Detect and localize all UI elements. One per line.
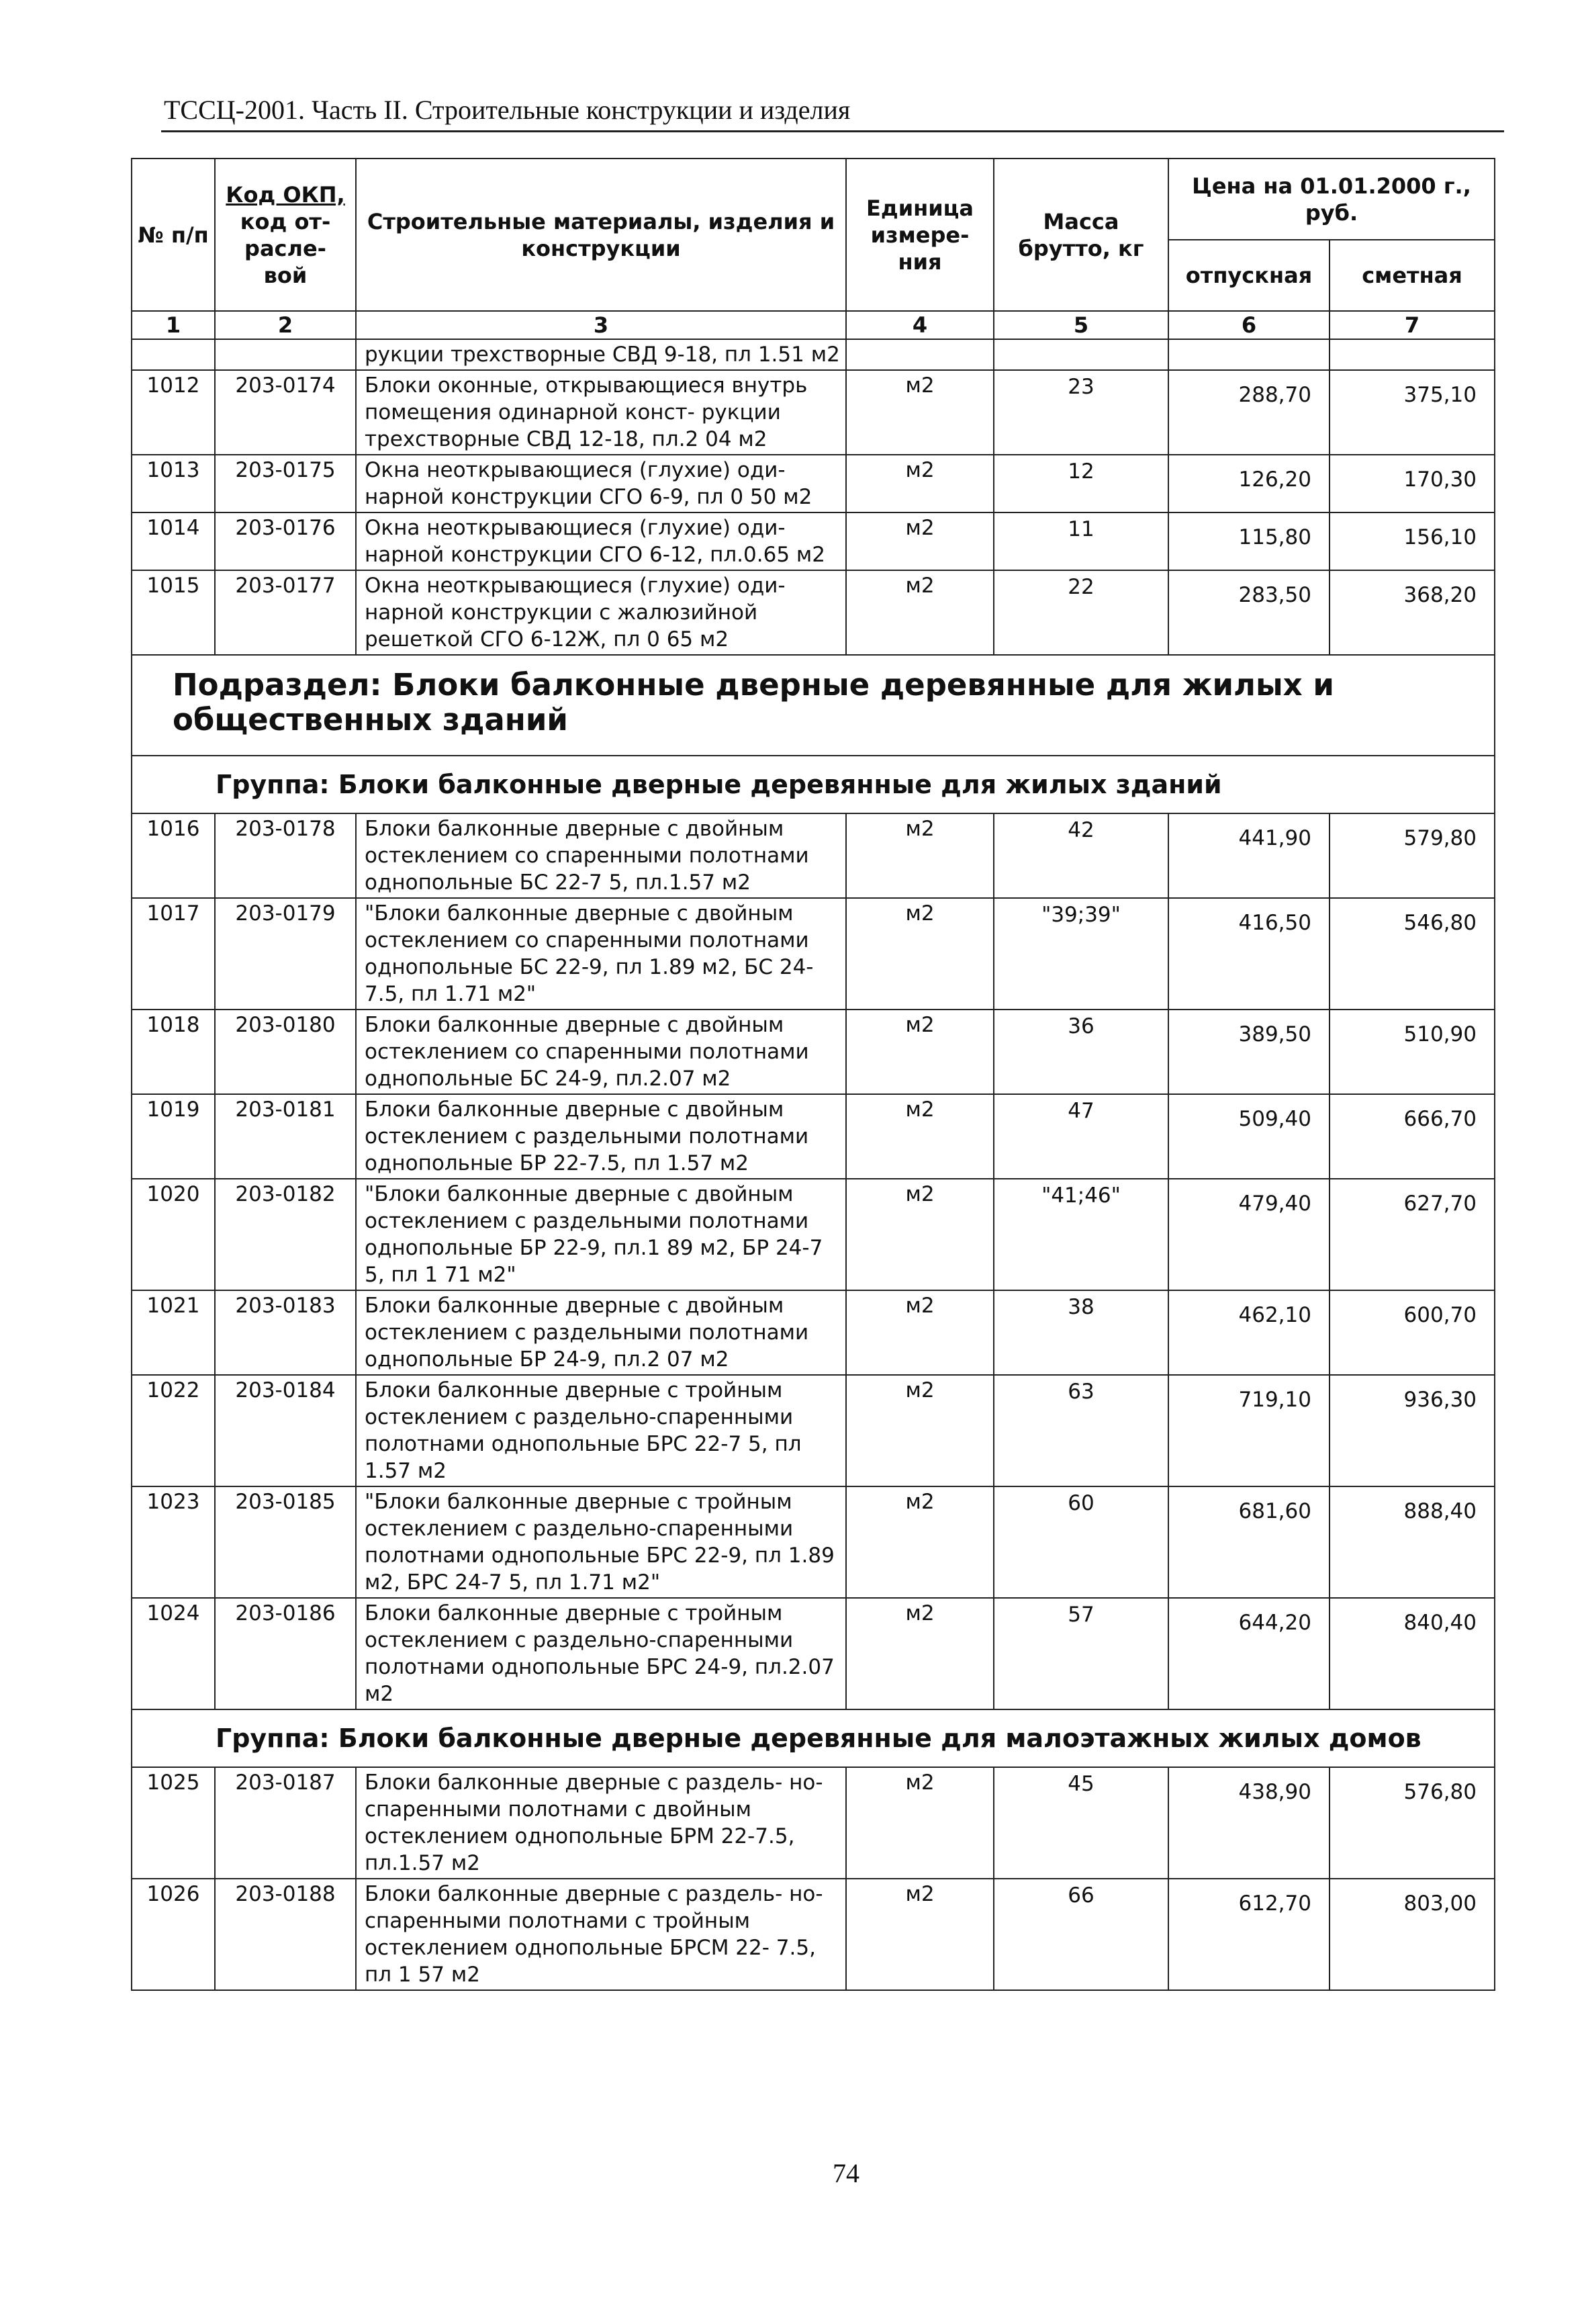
column-number: 2	[215, 311, 356, 339]
cell-num: 1026	[132, 1879, 215, 1990]
cell-code: 203-0184	[215, 1375, 356, 1486]
cell-description: рукции трехстворные СВД 9-18, пл 1.51 м2	[356, 339, 846, 370]
cell-price-estimate: 600,70	[1330, 1290, 1495, 1375]
header-code-branch: код от- расле- вой	[240, 208, 331, 288]
cell-unit: м2	[846, 1598, 994, 1709]
table-row	[132, 1290, 1495, 1375]
cell-num: 1024	[132, 1598, 215, 1709]
cell-empty	[846, 339, 994, 370]
cell-code: 203-0186	[215, 1598, 356, 1709]
continuation-row	[132, 339, 1495, 370]
cell-mass: 36	[994, 1010, 1168, 1094]
cell-unit: м2	[846, 1010, 994, 1094]
cell-unit: м2	[846, 1767, 994, 1879]
table-row	[132, 1879, 1495, 1990]
cell-price-release: 288,70	[1168, 370, 1330, 455]
cell-num: 1014	[132, 512, 215, 570]
cell-price-estimate: 888,40	[1330, 1486, 1495, 1598]
cell-unit: м2	[846, 1179, 994, 1290]
cell-mass: 38	[994, 1290, 1168, 1375]
table-row	[132, 1094, 1495, 1179]
cell-description: Блоки балконные дверные с двойным остеклением со спаренными полотнами однопольные БС 24-9, пл.2.07 м2	[356, 1010, 846, 1094]
cell-code: 203-0183	[215, 1290, 356, 1375]
table-body	[132, 339, 1495, 1990]
cell-unit: м2	[846, 1375, 994, 1486]
cell-description: Окна неоткрывающиеся (глухие) оди- нарной конструкции СГО 6-9, пл 0 50 м2	[356, 455, 846, 512]
cell-unit: м2	[846, 1879, 994, 1990]
cell-price-estimate: 170,30	[1330, 455, 1495, 512]
subsection-heading-row	[132, 655, 1495, 756]
cell-description: Блоки балконные дверные с раздель- но-спаренными полотнами с двойным остеклением однопольные БРМ 22-7.5, пл.1.57 м2	[356, 1767, 846, 1879]
cell-price-estimate: 576,80	[1330, 1767, 1495, 1879]
cell-code: 203-0177	[215, 570, 356, 655]
cell-price-estimate: 368,20	[1330, 570, 1495, 655]
cell-code: 203-0188	[215, 1879, 356, 1990]
cell-num: 1025	[132, 1767, 215, 1879]
header-materials: Строительные материалы, изделия и конструкции	[356, 159, 846, 311]
cell-unit: м2	[846, 1290, 994, 1375]
column-number: 4	[846, 311, 994, 339]
cell-mass: 22	[994, 570, 1168, 655]
cell-price-release: 644,20	[1168, 1598, 1330, 1709]
header-rule	[161, 130, 1504, 132]
header-code	[215, 159, 356, 311]
cell-empty	[1168, 339, 1330, 370]
cell-mass: 23	[994, 370, 1168, 455]
cell-mass: 45	[994, 1767, 1168, 1879]
cell-num: 1020	[132, 1179, 215, 1290]
cell-price-release: 509,40	[1168, 1094, 1330, 1179]
cell-code: 203-0176	[215, 512, 356, 570]
cell-price-release: 438,90	[1168, 1767, 1330, 1879]
column-number: 3	[356, 311, 846, 339]
cell-code: 203-0185	[215, 1486, 356, 1598]
cell-mass: 63	[994, 1375, 1168, 1486]
cell-price-release: 612,70	[1168, 1879, 1330, 1990]
cell-unit: м2	[846, 370, 994, 455]
table-row	[132, 1598, 1495, 1709]
page-number: 74	[833, 2158, 859, 2188]
running-header: ТССЦ-2001. Часть II. Строительные конструкции и изделия	[164, 95, 851, 125]
cell-price-release: 126,20	[1168, 455, 1330, 512]
cell-description: Блоки оконные, открывающиеся внутрь помещения одинарной конст- рукции трехстворные СВД 12-18, пл.2 04 м2	[356, 370, 846, 455]
cell-price-release: 681,60	[1168, 1486, 1330, 1598]
cell-description: Окна неоткрывающиеся (глухие) оди- нарной конструкции СГО 6-12, пл.0.65 м2	[356, 512, 846, 570]
header-mass: Масса брутто, кг	[994, 159, 1168, 311]
cell-unit: м2	[846, 570, 994, 655]
table-row	[132, 1767, 1495, 1879]
cell-price-estimate: 579,80	[1330, 813, 1495, 898]
cell-price-estimate: 375,10	[1330, 370, 1495, 455]
cell-price-estimate: 156,10	[1330, 512, 1495, 570]
column-number: 6	[1168, 311, 1330, 339]
cell-mass: 60	[994, 1486, 1168, 1598]
cell-code: 203-0181	[215, 1094, 356, 1179]
cell-mass: 57	[994, 1598, 1168, 1709]
header-price-release: отпускная	[1168, 240, 1330, 311]
cell-unit: м2	[846, 512, 994, 570]
cell-price-release: 283,50	[1168, 570, 1330, 655]
cell-mass: 12	[994, 455, 1168, 512]
cell-description: "Блоки балконные дверные с двойным остеклением с раздельными полотнами однопольные БР 22-9, пл.1 89 м2, БР 24-7 5, пл 1 71 м2"	[356, 1179, 846, 1290]
cell-price-estimate: 666,70	[1330, 1094, 1495, 1179]
group-heading-row	[132, 756, 1495, 813]
cell-mass: 66	[994, 1879, 1168, 1990]
cell-num: 1023	[132, 1486, 215, 1598]
header-num: № п/п	[132, 159, 215, 311]
cell-description: Блоки балконные дверные с раздель- но-спаренными полотнами с тройным остеклением однопольные БРСМ 22- 7.5, пл 1 57 м2	[356, 1879, 846, 1990]
cell-price-release: 416,50	[1168, 898, 1330, 1010]
table-row	[132, 455, 1495, 512]
cell-price-release: 441,90	[1168, 813, 1330, 898]
cell-num: 1016	[132, 813, 215, 898]
cell-mass: "41;46"	[994, 1179, 1168, 1290]
cell-code: 203-0175	[215, 455, 356, 512]
cell-num: 1015	[132, 570, 215, 655]
column-number: 5	[994, 311, 1168, 339]
cell-price-release: 479,40	[1168, 1179, 1330, 1290]
group-heading: Группа: Блоки балконные дверные деревянные для жилых зданий	[132, 756, 1495, 813]
table-row	[132, 1375, 1495, 1486]
cell-code: 203-0178	[215, 813, 356, 898]
cell-mass: 42	[994, 813, 1168, 898]
price-table	[131, 158, 1495, 1991]
cell-num: 1013	[132, 455, 215, 512]
cell-price-estimate: 546,80	[1330, 898, 1495, 1010]
column-number: 7	[1330, 311, 1495, 339]
group-heading-row	[132, 1709, 1495, 1767]
cell-num: 1012	[132, 370, 215, 455]
cell-mass: "39;39"	[994, 898, 1168, 1010]
cell-num: 1018	[132, 1010, 215, 1094]
cell-num: 1017	[132, 898, 215, 1010]
cell-unit: м2	[846, 813, 994, 898]
cell-code: 203-0174	[215, 370, 356, 455]
cell-price-estimate: 803,00	[1330, 1879, 1495, 1990]
table-row	[132, 1179, 1495, 1290]
cell-price-estimate: 936,30	[1330, 1375, 1495, 1486]
header-price: Цена на 01.01.2000 г., руб.	[1168, 159, 1495, 240]
table-header	[132, 159, 1495, 339]
cell-description: "Блоки балконные дверные с тройным остеклением с раздельно-спаренными полотнами однопольные БРС 22-9, пл 1.89 м2, БРС 24-7 5, пл 1.71 м2"	[356, 1486, 846, 1598]
cell-unit: м2	[846, 898, 994, 1010]
header-code-okp: Код ОКП,	[226, 181, 345, 208]
cell-mass: 11	[994, 512, 1168, 570]
cell-description: Блоки балконные дверные с двойным остеклением с раздельными полотнами однопольные БР 24-9, пл.2 07 м2	[356, 1290, 846, 1375]
column-number: 1	[132, 311, 215, 339]
header-price-estimate: сметная	[1330, 240, 1495, 311]
table-row	[132, 898, 1495, 1010]
cell-price-release: 115,80	[1168, 512, 1330, 570]
subsection-heading: Подраздел: Блоки балконные дверные деревянные для жилых и общественных зданий	[132, 655, 1495, 756]
table-row	[132, 813, 1495, 898]
cell-code: 203-0182	[215, 1179, 356, 1290]
cell-code: 203-0180	[215, 1010, 356, 1094]
cell-empty	[1330, 339, 1495, 370]
table-row	[132, 1010, 1495, 1094]
cell-unit: м2	[846, 1094, 994, 1179]
cell-num: 1021	[132, 1290, 215, 1375]
cell-empty	[215, 339, 356, 370]
cell-price-estimate: 627,70	[1330, 1179, 1495, 1290]
cell-price-release: 462,10	[1168, 1290, 1330, 1375]
table-row	[132, 1486, 1495, 1598]
cell-unit: м2	[846, 455, 994, 512]
cell-price-estimate: 510,90	[1330, 1010, 1495, 1094]
cell-description: Блоки балконные дверные с тройным остеклением с раздельно-спаренными полотнами однопольные БРС 24-9, пл.2.07 м2	[356, 1598, 846, 1709]
table-row	[132, 370, 1495, 455]
cell-price-estimate: 840,40	[1330, 1598, 1495, 1709]
cell-empty	[132, 339, 215, 370]
table-row	[132, 570, 1495, 655]
cell-description: Блоки балконные дверные с двойным остеклением с раздельными полотнами однопольные БР 22-7.5, пл 1.57 м2	[356, 1094, 846, 1179]
cell-description: Блоки балконные дверные с тройным остеклением с раздельно-спаренными полотнами однопольные БРС 22-7 5, пл 1.57 м2	[356, 1375, 846, 1486]
cell-empty	[994, 339, 1168, 370]
cell-code: 203-0187	[215, 1767, 356, 1879]
header-unit: Единица измере- ния	[846, 159, 994, 311]
cell-description: Блоки балконные дверные с двойным остеклением со спаренными полотнами однопольные БС 22-7 5, пл.1.57 м2	[356, 813, 846, 898]
cell-code: 203-0179	[215, 898, 356, 1010]
cell-num: 1019	[132, 1094, 215, 1179]
cell-description: Окна неоткрывающиеся (глухие) оди- нарной конструкции с жалюзийной решеткой СГО 6-12Ж, пл 0 65 м2	[356, 570, 846, 655]
table-row	[132, 512, 1495, 570]
cell-description: "Блоки балконные дверные с двойным остеклением со спаренными полотнами однопольные БС 22-9, пл 1.89 м2, БС 24-7.5, пл 1.71 м2"	[356, 898, 846, 1010]
cell-price-release: 389,50	[1168, 1010, 1330, 1094]
cell-price-release: 719,10	[1168, 1375, 1330, 1486]
group-heading: Группа: Блоки балконные дверные деревянные для малоэтажных жилых домов	[132, 1709, 1495, 1767]
cell-num: 1022	[132, 1375, 215, 1486]
cell-mass: 47	[994, 1094, 1168, 1179]
cell-unit: м2	[846, 1486, 994, 1598]
